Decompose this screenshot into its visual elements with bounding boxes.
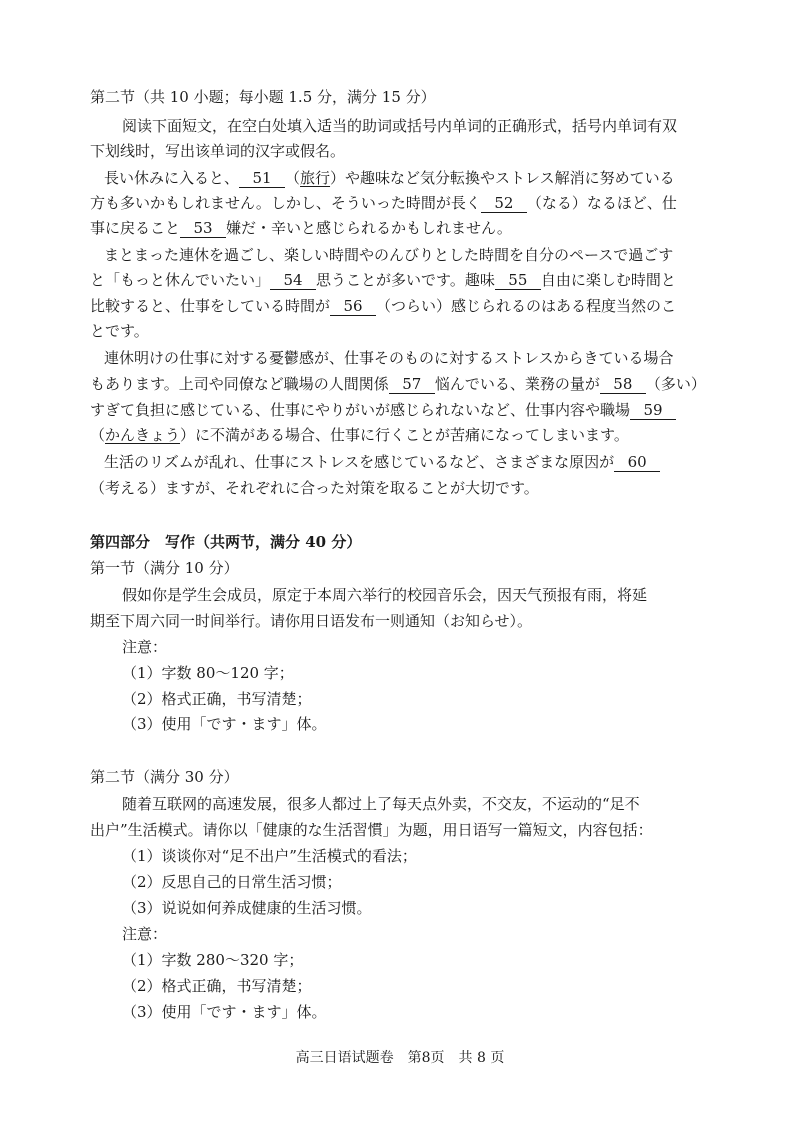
passage-line: すぎて負担に感じている、仕事にやりがいが感じられないなど、仕事内容や職場 59 <box>0 400 800 420</box>
underlined-word: かんきょう <box>105 426 181 444</box>
page-footer: 高三日语试题卷 第8页 共 8 页 <box>295 1050 505 1066</box>
passage-line: 方も多いかもしれません。しかし、そういった時間が長く 52 （なる）なるほど、仕 <box>90 194 677 212</box>
instruction-line: 阅读下面短文，在空白处填入适当的助词或括号内单词的正确形式，括号内单词有双 <box>122 117 678 135</box>
passage-line: （かんきょう）に不満がある場合、仕事に行くことが苦痛になってしまいます。 <box>90 426 629 444</box>
answer-blank-51[interactable]: 51 <box>239 170 285 188</box>
answer-blank-60[interactable]: 60 <box>614 454 660 472</box>
passage-line: 生活のリズムが乱れ、仕事にストレスを感じているなど、さまざまな原因が 60 <box>0 452 800 472</box>
passage-line: 長い休みに入ると、 51 （旅行）や趣味など気分転換やストレス解消に努めている <box>104 169 675 187</box>
passage-line: まとまった連休を過ごし、楽しい時間やのんびりとした時間を自分のペースで過ごす <box>104 246 674 264</box>
content-item: （1）谈谈你对“足不出户”生活模式的看法； <box>122 847 417 865</box>
passage-line: もあります。上司や同僚など職場の人間関係 57 悩んでいる、業務の量が 58 （多い） <box>90 375 706 393</box>
note-item: （3）使用「です・ます」体。 <box>122 715 327 733</box>
underlined-word: 旅行 <box>300 169 331 187</box>
task-description: 随着互联网的高速发展，很多人都过上了每天点外卖，不交友，不运动的“足不 <box>122 795 640 813</box>
answer-blank-53[interactable]: 53 <box>180 220 226 238</box>
part-heading: 第四部分 写作（共两节，满分 40 分） <box>90 533 362 551</box>
answer-blank-52[interactable]: 52 <box>481 195 527 213</box>
answer-blank-57[interactable]: 57 <box>389 376 435 394</box>
passage-line: 連休明けの仕事に対する憂鬱感が、仕事そのものに対するストレスからきている場合 <box>104 349 674 367</box>
note-item: （3）使用「です・ます」体。 <box>122 1003 327 1021</box>
note-label: 注意： <box>122 638 168 656</box>
passage-line: （考える）ますが、それぞれに合った対策を取ることが大切です。 <box>90 479 539 497</box>
content-item: （3）说说如何养成健康的生活习惯。 <box>122 899 372 917</box>
content-item: （2）反思自己的日常生活习惯； <box>122 873 342 891</box>
task-description: 出户”生活模式。请你以「健康的な生活習慣」为题，用日语写一篇短文，内容包括： <box>90 821 653 839</box>
passage-line: と「もっと休んでいたい」 54 思うことが多いです。趣味 55 自由に楽しむ時間と <box>90 271 676 289</box>
section-heading: 第二节（共 10 小题；每小题 1.5 分，满分 15 分） <box>90 88 436 106</box>
note-item: （2）格式正确，书写清楚； <box>122 977 312 995</box>
task-description: 假如你是学生会成员，原定于本周六举行的校园音乐会，因天气预报有雨，将延 <box>122 586 648 604</box>
section-heading: 第二节（满分 30 分） <box>90 768 239 786</box>
passage-line: とです。 <box>90 322 149 340</box>
instruction-line: 下划线时，写出该单词的汉字或假名。 <box>90 142 346 160</box>
note-item: （2）格式正确，书写清楚； <box>122 690 312 708</box>
answer-blank-55[interactable]: 55 <box>495 272 541 290</box>
answer-blank-56[interactable]: 56 <box>330 298 376 316</box>
section-heading: 第一节（满分 10 分） <box>90 559 239 577</box>
answer-blank-54[interactable]: 54 <box>270 272 316 290</box>
passage-line: 事に戻ること 53 嫌だ・辛いと感じられるかもしれません。 <box>90 219 512 237</box>
note-item: （1）字数 80～120 字； <box>122 664 294 682</box>
task-description: 期至下周六同一时间举行。请你用日语发布一则通知（お知らせ）。 <box>90 612 533 630</box>
passage-line: 比較すると、仕事をしている時間が 56 （つらい）感じられるのはある程度当然のこ <box>90 297 677 315</box>
answer-blank-58[interactable]: 58 <box>600 376 646 394</box>
note-label: 注意： <box>122 925 168 943</box>
note-item: （1）字数 280～320 字； <box>122 951 304 969</box>
answer-blank-59[interactable]: 59 <box>630 402 676 420</box>
